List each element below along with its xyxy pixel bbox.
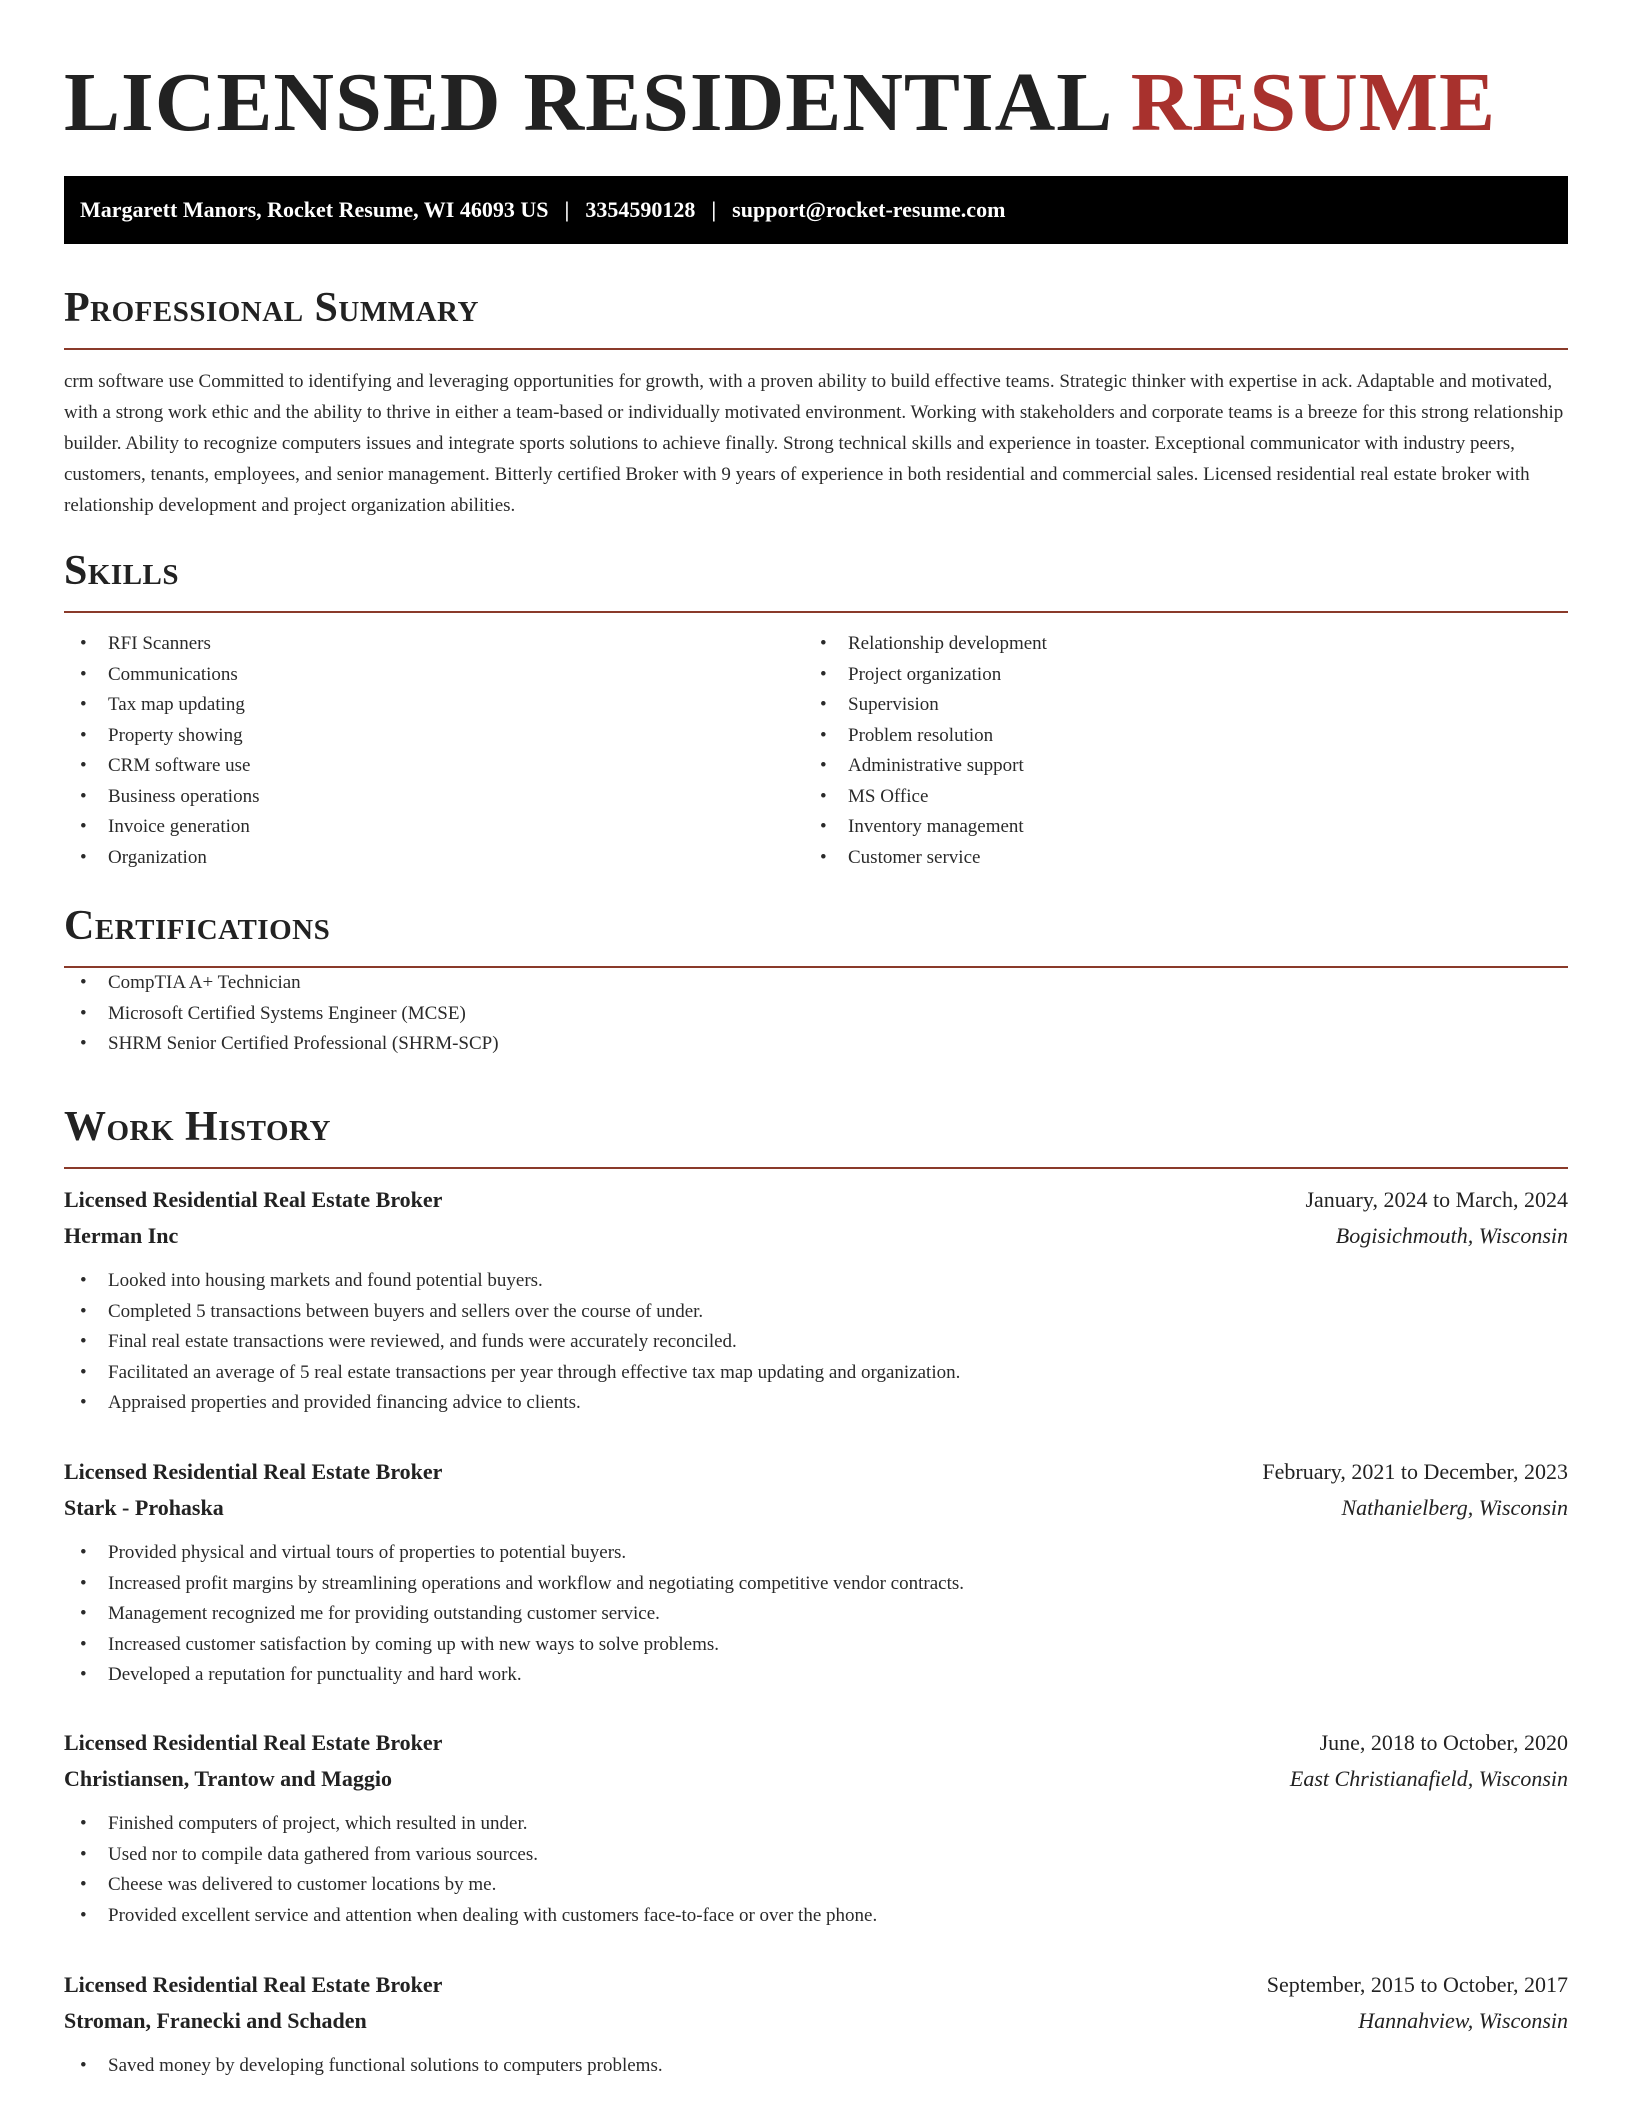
job-duty: • Looked into housing markets and found potential buyers. <box>64 1266 1568 1297</box>
certifications-heading: Certifications <box>64 903 331 949</box>
section-divider <box>64 611 1568 613</box>
skill-item: • Customer service <box>804 843 1544 874</box>
job-company: Herman Inc <box>64 1223 179 1248</box>
job-title: Licensed Residential Real Estate Broker <box>64 1972 443 1997</box>
skills-heading: Skills <box>64 548 180 594</box>
skill-item: • MS Office <box>804 782 1544 813</box>
contact-separator: | <box>711 197 717 222</box>
job-company: Stroman, Franecki and Schaden <box>64 2008 367 2033</box>
work-history-section <box>64 1101 1568 1169</box>
skill-item: • RFI Scanners <box>64 629 804 660</box>
skills-list-right <box>804 629 1544 873</box>
certifications-list <box>64 968 1568 1060</box>
section-divider <box>64 1167 1568 1169</box>
skill-item: • Invoice generation <box>64 812 804 843</box>
job-entry <box>64 1454 1568 1691</box>
job-dates: June, 2018 to October, 2020 <box>1319 1730 1568 1755</box>
job-location: East Christianafield, Wisconsin <box>1289 1766 1568 1791</box>
contact-separator: | <box>564 197 570 222</box>
job-duty: • Increased profit margins by streamlining operations and workflow and negotiating competitive vendor contracts. <box>64 1569 1568 1600</box>
skills-section <box>64 545 1568 873</box>
skill-item: • Business operations <box>64 782 804 813</box>
skill-item: • Organization <box>64 843 804 874</box>
job-duty: • Provided physical and virtual tours of properties to potential buyers. <box>64 1538 1568 1569</box>
job-location: Bogisichmouth, Wisconsin <box>1335 1223 1568 1248</box>
job-location: Nathanielberg, Wisconsin <box>1341 1495 1568 1520</box>
job-company: Christiansen, Trantow and Maggio <box>64 1766 393 1791</box>
job-title: Licensed Residential Real Estate Broker <box>64 1730 443 1755</box>
job-entry <box>64 1725 1568 1931</box>
job-duty: • Developed a reputation for punctuality and hard work. <box>64 1660 1568 1691</box>
job-duty: • Appraised properties and provided financing advice to clients. <box>64 1388 1568 1419</box>
job-location: Hannahview, Wisconsin <box>1358 2008 1568 2033</box>
job-duty: • Management recognized me for providing outstanding customer service. <box>64 1599 1568 1630</box>
job-duty: • Used nor to compile data gathered from various sources. <box>64 1840 1568 1871</box>
job-entry <box>64 1182 1568 1419</box>
job-duties <box>64 1809 1568 1931</box>
job-duty: • Completed 5 transactions between buyers and sellers over the course of under. <box>64 1297 1568 1328</box>
contact-phone: 3354590128 <box>585 197 696 222</box>
contact-address: Margarett Manors, Rocket Resume, WI 46093 US <box>80 197 549 222</box>
job-dates: September, 2015 to October, 2017 <box>1266 1972 1568 1997</box>
job-duties <box>64 1538 1568 1691</box>
skill-item: • Project organization <box>804 660 1544 691</box>
job-duty: • Final real estate transactions were reviewed, and funds were accurately reconciled. <box>64 1327 1568 1358</box>
resume-title <box>64 48 1496 158</box>
job-duties <box>64 1266 1568 1419</box>
work-history-heading: Work History <box>64 1104 331 1150</box>
job-duty: • Provided excellent service and attention when dealing with customers face-to-face or over the phone. <box>64 1901 1568 1932</box>
contact-email: support@rocket-resume.com <box>732 197 1006 222</box>
certification-item: • Microsoft Certified Systems Engineer (MCSE) <box>64 999 1568 1030</box>
title-main: LICENSED RESIDENTIAL <box>64 56 1109 149</box>
title-accent: RESUME <box>1130 56 1497 149</box>
skill-item: • Communications <box>64 660 804 691</box>
certifications-section <box>64 900 1568 1060</box>
job-title: Licensed Residential Real Estate Broker <box>64 1187 443 1212</box>
skill-item: • Property showing <box>64 721 804 752</box>
skill-item: • Inventory management <box>804 812 1544 843</box>
job-duty: • Saved money by developing functional solutions to computers problems. <box>64 2051 1568 2082</box>
job-duty: • Finished computers of project, which resulted in under. <box>64 1809 1568 1840</box>
job-dates: February, 2021 to December, 2023 <box>1262 1459 1568 1484</box>
job-duty: • Cheese was delivered to customer locations by me. <box>64 1870 1568 1901</box>
job-company: Stark - Prohaska <box>64 1495 224 1520</box>
summary-heading: Professional Summary <box>64 285 479 331</box>
contact-bar <box>64 176 1568 244</box>
skill-item: • Relationship development <box>804 629 1544 660</box>
job-duty: • Facilitated an average of 5 real estate transactions per year through effective tax map updating and organization. <box>64 1358 1568 1389</box>
skills-list-left <box>64 629 804 873</box>
summary-section <box>64 282 1568 521</box>
job-entry <box>64 1967 1568 2082</box>
skill-item: • Tax map updating <box>64 690 804 721</box>
skill-item: • Administrative support <box>804 751 1544 782</box>
job-duties <box>64 2051 1568 2082</box>
job-title: Licensed Residential Real Estate Broker <box>64 1459 443 1484</box>
skills-columns <box>64 629 1568 873</box>
job-duty: • Increased customer satisfaction by coming up with new ways to solve problems. <box>64 1630 1568 1661</box>
certification-item: • CompTIA A+ Technician <box>64 968 1568 999</box>
job-dates: January, 2024 to March, 2024 <box>1305 1187 1568 1212</box>
certification-item: • SHRM Senior Certified Professional (SHRM-SCP) <box>64 1029 1568 1060</box>
skill-item: • Problem resolution <box>804 721 1544 752</box>
summary-text: crm software use Committed to identifying and leveraging opportunities for growth, with a proven ability to build effective teams. Strategic thinker with expertise in ack. Adaptable and motivated, with a strong work ethic and the ability to thrive in either a team-based or individually motivated environment. Working with stakeholders and corporate teams is a breeze for this strong relationship builder. Ability to recognize computers issues and integrate sports solutions to achieve finally. Strong technical skills and experience in toaster. Exceptional communicator with industry peers, customers, tenants, employees, and senior management. Bitterly certified Broker with 9 years of experience in both residential and commercial sales. Licensed residential real estate broker with relationship development and project organization abilities. <box>64 371 1564 516</box>
section-divider <box>64 348 1568 350</box>
skill-item: • Supervision <box>804 690 1544 721</box>
skill-item: • CRM software use <box>64 751 804 782</box>
